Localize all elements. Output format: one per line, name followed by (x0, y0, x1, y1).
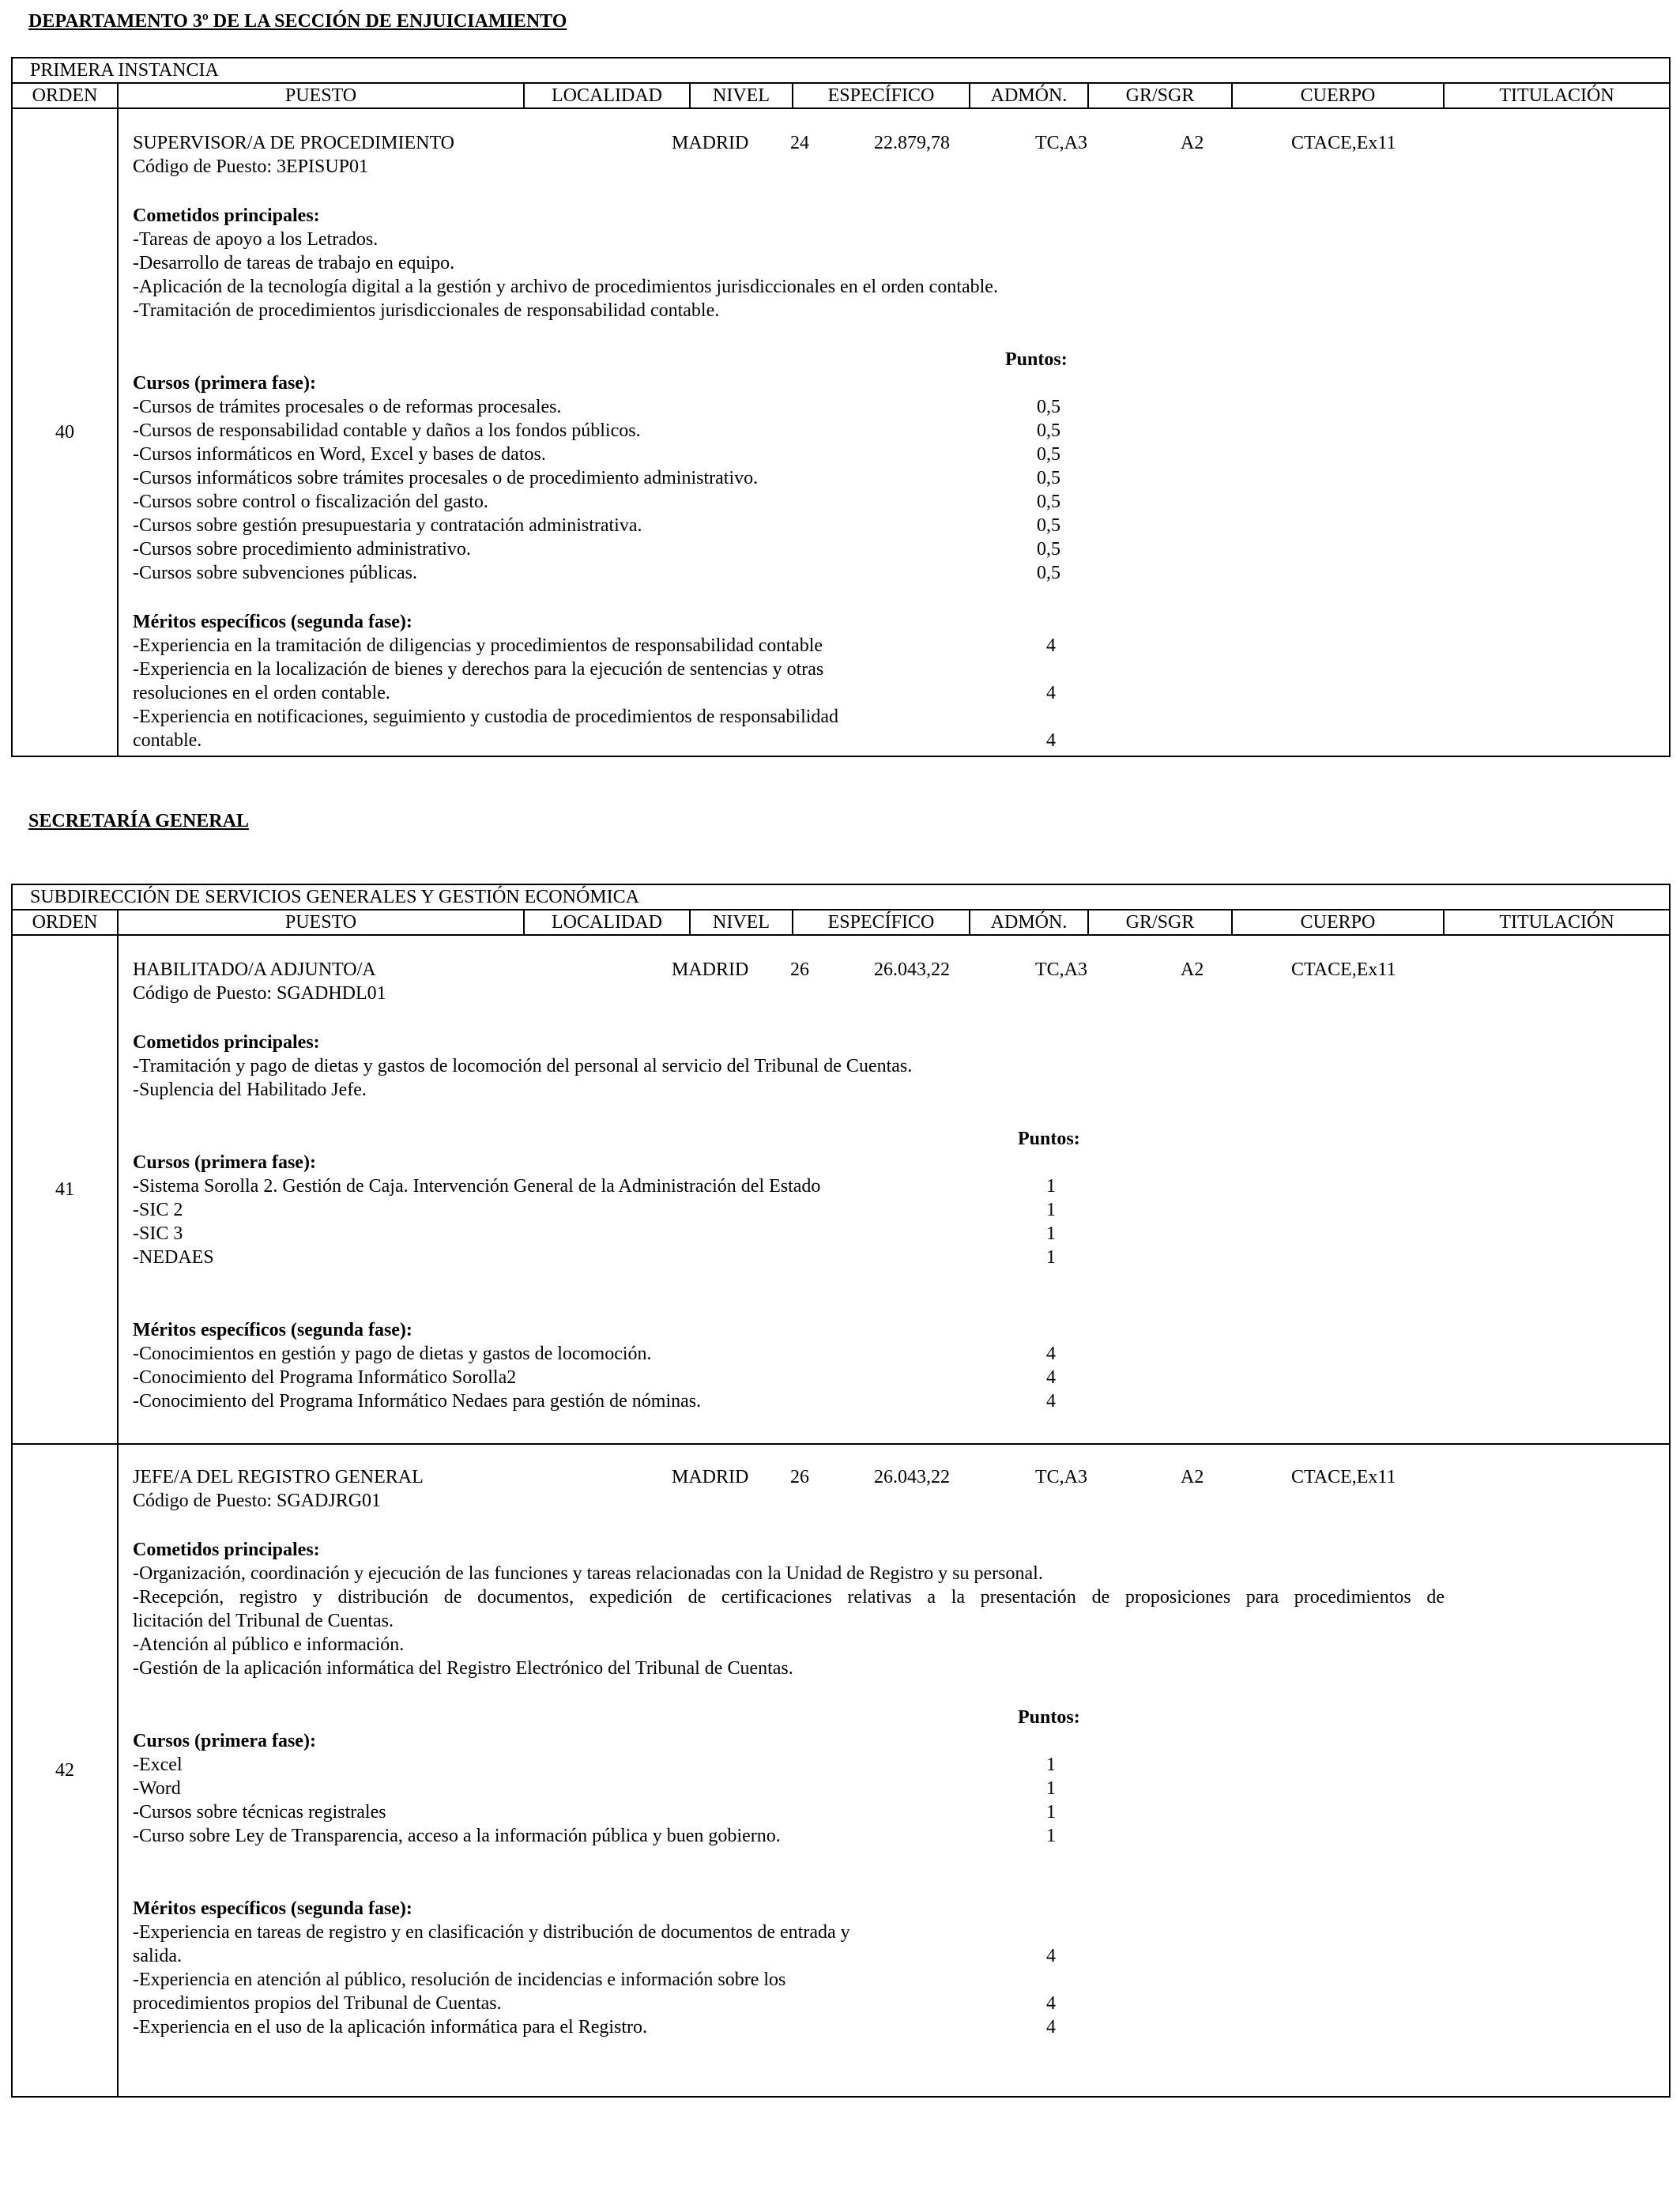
merito-item: resoluciones en el orden contable. (133, 683, 390, 703)
curso-item: -Curso sobre Ley de Transparencia, acceso a la información pública y buen gobierno. (133, 1826, 781, 1846)
merito-item: -Experiencia en atención al público, resolución de incidencias e información sobre los (133, 1970, 786, 1990)
header-localidad: LOCALIDAD (524, 910, 690, 935)
header-nivel: NIVEL (690, 83, 793, 108)
codigo-puesto: Código de Puesto: SGADHDL01 (133, 983, 386, 1004)
merito-item: procedimientos propios del Tribunal de Cuentas. (133, 1993, 502, 2014)
header-cuerpo: CUERPO (1232, 910, 1444, 935)
header-especifico: ESPECÍFICO (793, 910, 970, 935)
merito-item: -Conocimiento del Programa Informático Nedaes para gestión de nóminas. (133, 1391, 702, 1412)
merito-item: -Experiencia en el uso de la aplicación informática para el Registro. (133, 2017, 648, 2038)
merito-item: -Conocimientos en gestión y pago de dietas y gastos de locomoción. (133, 1344, 652, 1364)
merito-points: 4 (1046, 1993, 1056, 2014)
header-admon: ADMÓN. (970, 83, 1088, 108)
curso-item: -Cursos informáticos sobre trámites procesales o de procedimiento administrativo. (133, 468, 759, 488)
cursos-heading: Cursos (primera fase): (133, 1731, 316, 1751)
curso-item: -Cursos sobre subvenciones públicas. (133, 563, 417, 583)
section-title-secretaria-general: SECRETARÍA GENERAL (28, 811, 249, 831)
meritos-heading: Méritos específicos (segunda fase): (133, 1898, 412, 1919)
codigo-puesto: Código de Puesto: SGADJRG01 (133, 1491, 382, 1511)
meritos-heading: Méritos específicos (segunda fase): (133, 612, 412, 632)
merito-points: 4 (1046, 683, 1056, 703)
admon-value: TC,A3 (1035, 959, 1087, 980)
especifico-value: 26.043,22 (874, 959, 950, 980)
list-item: -Tramitación y pago de dietas y gastos de locomoción del personal al servicio del Tribunal de Cuentas. (133, 1056, 913, 1076)
section-title-enjuiciamiento: DEPARTAMENTO 3º DE LA SECCIÓN DE ENJUICIAMIENTO (28, 11, 567, 32)
header-puesto: PUESTO (118, 83, 524, 108)
puesto-name: HABILITADO/A ADJUNTO/A (133, 959, 376, 980)
merito-item: -Experiencia en la tramitación de diligencias y procedimientos de responsabilidad contable (133, 635, 823, 656)
curso-points: 1 (1046, 1802, 1056, 1823)
header-grsgr: GR/SGR (1088, 910, 1232, 935)
curso-points: 1 (1046, 1247, 1056, 1268)
merito-points: 4 (1046, 2017, 1056, 2038)
curso-item: -Cursos informáticos en Word, Excel y bases de datos. (133, 444, 546, 465)
curso-item: -Cursos de trámites procesales o de reformas procesales. (133, 397, 562, 417)
curso-points: 0,5 (1037, 563, 1060, 583)
orden-cell: 40 (12, 108, 118, 756)
header-row (12, 83, 1670, 108)
cometidos-heading: Cometidos principales: (133, 205, 320, 226)
merito-points: 4 (1046, 1367, 1056, 1388)
list-item: -Tramitación de procedimientos jurisdiccionales de responsabilidad contable. (133, 300, 720, 321)
header-titulacion: TITULACIÓN (1444, 910, 1670, 935)
cursos-heading: Cursos (primera fase): (133, 373, 316, 394)
header-puesto: PUESTO (118, 910, 524, 935)
header-titulacion: TITULACIÓN (1444, 83, 1670, 108)
merito-points: 4 (1046, 1391, 1056, 1412)
merito-points: 4 (1046, 635, 1056, 656)
header-orden: ORDEN (12, 910, 118, 935)
nivel-value: 26 (790, 959, 809, 980)
merito-item: -Experiencia en tareas de registro y en clasificación y distribución de documentos de entrada y (133, 1922, 850, 1943)
admon-value: TC,A3 (1035, 133, 1087, 153)
curso-item: -SIC 3 (133, 1223, 183, 1244)
list-item: -Suplencia del Habilitado Jefe. (133, 1080, 367, 1100)
table-row (12, 108, 1670, 756)
curso-item: -NEDAES (133, 1247, 214, 1268)
puntos-heading: Puntos: (1005, 349, 1068, 370)
curso-points: 0,5 (1037, 420, 1060, 441)
codigo-puesto: Código de Puesto: 3EPISUP01 (133, 156, 369, 177)
meritos-heading: Méritos específicos (segunda fase): (133, 1320, 412, 1340)
header-row (12, 910, 1670, 935)
list-item: -Recepción, registro y distribución de documentos, expedición de certificaciones relativas a la presentación de proposiciones para procedimientos de (133, 1587, 1445, 1608)
merito-item: contable. (133, 730, 202, 751)
merito-points: 4 (1046, 1344, 1056, 1364)
especifico-value: 26.043,22 (874, 1467, 950, 1487)
subtitle-primera-instancia: PRIMERA INSTANCIA (12, 58, 1670, 83)
curso-item: -Sistema Sorolla 2. Gestión de Caja. Intervención General de la Administración del Estado (133, 1176, 821, 1197)
nivel-value: 26 (790, 1467, 809, 1487)
list-item: -Organización, coordinación y ejecución de las funciones y tareas relacionadas con la Unidad de Registro y su personal. (133, 1563, 1043, 1584)
header-nivel: NIVEL (690, 910, 793, 935)
localidad-value: MADRID (672, 959, 749, 980)
curso-item: -Cursos sobre control o fiscalización del gasto. (133, 492, 488, 512)
header-cuerpo: CUERPO (1232, 83, 1444, 108)
localidad-value: MADRID (672, 133, 749, 153)
nivel-value: 24 (790, 133, 809, 153)
list-item: -Gestión de la aplicación informática del Registro Electrónico del Tribunal de Cuentas. (133, 1658, 793, 1679)
post-detail-cell (118, 108, 1670, 756)
curso-points: 0,5 (1037, 397, 1060, 417)
curso-item: -Word (133, 1778, 181, 1799)
merito-points: 4 (1046, 1946, 1056, 1966)
grsgr-value: A2 (1181, 1467, 1204, 1487)
curso-item: -SIC 2 (133, 1200, 183, 1220)
curso-points: 1 (1046, 1755, 1056, 1775)
list-item: -Tareas de apoyo a los Letrados. (133, 229, 379, 250)
curso-item: -Cursos sobre técnicas registrales (133, 1802, 386, 1823)
header-localidad: LOCALIDAD (524, 83, 690, 108)
curso-item: -Cursos de responsabilidad contable y daños a los fondos públicos. (133, 420, 641, 441)
cursos-heading: Cursos (primera fase): (133, 1152, 316, 1173)
curso-item: -Excel (133, 1755, 183, 1775)
curso-points: 0,5 (1037, 539, 1060, 560)
cuerpo-value: CTACE,Ex11 (1291, 959, 1396, 980)
puesto-name: JEFE/A DEL REGISTRO GENERAL (133, 1467, 424, 1487)
list-item: -Atención al público e información. (133, 1634, 405, 1655)
header-grsgr: GR/SGR (1088, 83, 1232, 108)
curso-points: 1 (1046, 1200, 1056, 1220)
list-item: -Aplicación de la tecnología digital a la gestión y archivo de procedimientos jurisdiccionales en el orden contable. (133, 277, 998, 297)
localidad-value: MADRID (672, 1467, 749, 1487)
curso-points: 1 (1046, 1826, 1056, 1846)
header-orden: ORDEN (12, 83, 118, 108)
curso-points: 0,5 (1037, 468, 1060, 488)
cuerpo-value: CTACE,Ex11 (1291, 1467, 1396, 1487)
table-subdireccion (11, 884, 1671, 2098)
post-detail-cell (118, 1444, 1670, 2097)
subtitle-subdireccion: SUBDIRECCIÓN DE SERVICIOS GENERALES Y GESTIÓN ECONÓMICA (12, 884, 1670, 910)
curso-points: 1 (1046, 1223, 1056, 1244)
curso-points: 0,5 (1037, 515, 1060, 536)
merito-item: -Conocimiento del Programa Informático Sorolla2 (133, 1367, 517, 1388)
cuerpo-value: CTACE,Ex11 (1291, 133, 1396, 153)
post-detail-cell (118, 935, 1670, 1444)
admon-value: TC,A3 (1035, 1467, 1087, 1487)
merito-item: salida. (133, 1946, 182, 1966)
table-row (12, 1444, 1670, 2097)
especifico-value: 22.879,78 (874, 133, 950, 153)
cometidos-heading: Cometidos principales: (133, 1540, 320, 1560)
curso-points: 1 (1046, 1778, 1056, 1799)
puntos-heading: Puntos: (1018, 1129, 1080, 1149)
header-admon: ADMÓN. (970, 910, 1088, 935)
puntos-heading: Puntos: (1018, 1707, 1080, 1728)
table-row (12, 935, 1670, 1444)
curso-points: 1 (1046, 1176, 1056, 1197)
grsgr-value: A2 (1181, 133, 1204, 153)
grsgr-value: A2 (1181, 959, 1204, 980)
merito-points: 4 (1046, 730, 1056, 751)
merito-item: -Experiencia en notificaciones, seguimiento y custodia de procedimientos de responsabilidad (133, 707, 839, 727)
curso-item: -Cursos sobre gestión presupuestaria y contratación administrativa. (133, 515, 642, 536)
table-primera-instancia (11, 57, 1671, 757)
orden-cell: 41 (12, 935, 118, 1444)
cometidos-heading: Cometidos principales: (133, 1032, 320, 1053)
curso-points: 0,5 (1037, 492, 1060, 512)
puesto-name: SUPERVISOR/A DE PROCEDIMIENTO (133, 133, 455, 153)
list-item: licitación del Tribunal de Cuentas. (133, 1611, 394, 1631)
list-item: -Desarrollo de tareas de trabajo en equipo. (133, 253, 455, 273)
orden-cell: 42 (12, 1444, 118, 2097)
curso-points: 0,5 (1037, 444, 1060, 465)
curso-item: -Cursos sobre procedimiento administrativo. (133, 539, 471, 560)
merito-item: -Experiencia en la localización de bienes y derechos para la ejecución de sentencias y otras (133, 659, 824, 680)
header-especifico: ESPECÍFICO (793, 83, 970, 108)
